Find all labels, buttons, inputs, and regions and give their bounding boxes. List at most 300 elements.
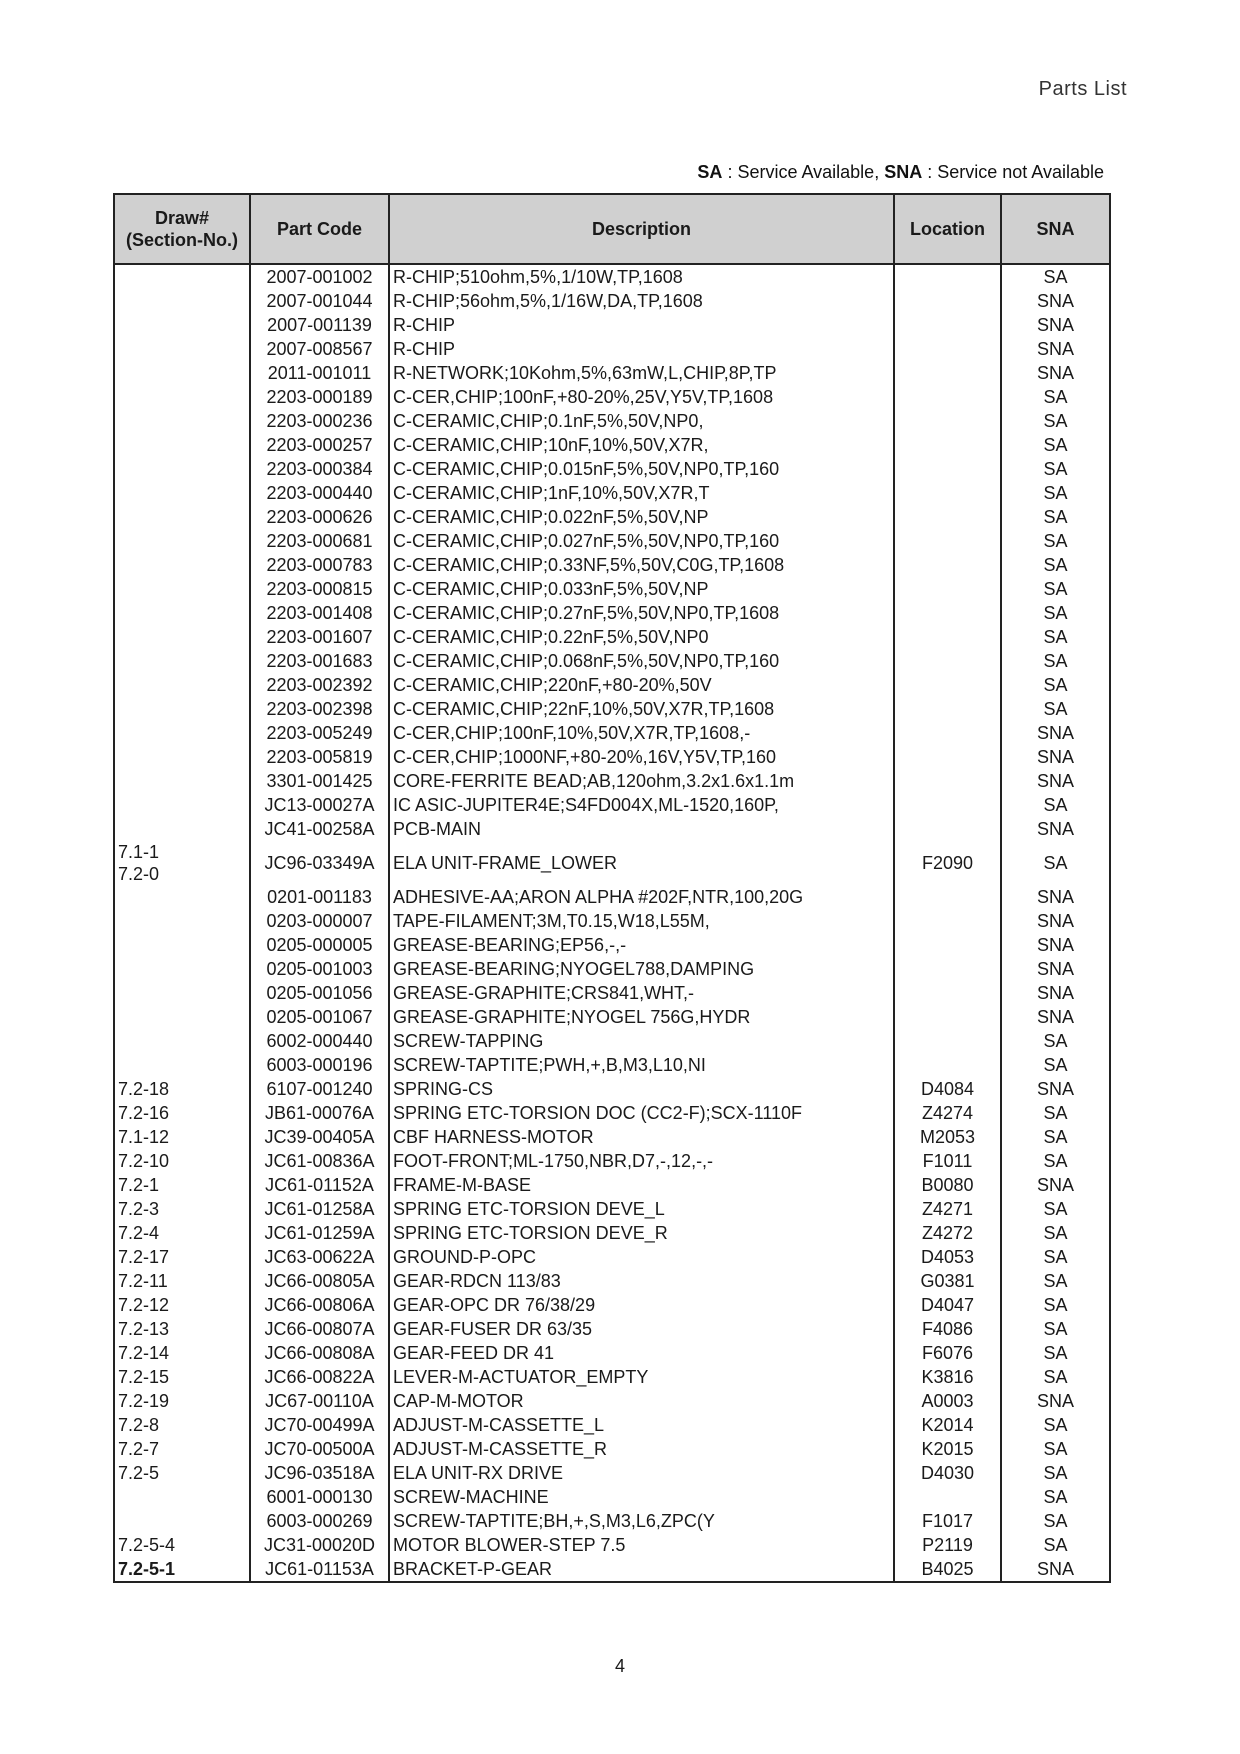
cell-sna-status: SNA [1001, 1005, 1110, 1029]
cell-draw-number: 7.2-17 [114, 1245, 250, 1269]
cell-description: C-CERAMIC,CHIP;0.068nF,5%,50V,NP0,TP,160 [389, 649, 894, 673]
cell-part-code: JC70-00499A [250, 1413, 389, 1437]
cell-sna-status: SA [1001, 1197, 1110, 1221]
cell-part-code: 2203-000384 [250, 457, 389, 481]
cell-location: F2090 [894, 841, 1001, 885]
cell-draw-number [114, 385, 250, 409]
cell-draw-number [114, 1509, 250, 1533]
cell-description: FOOT-FRONT;ML-1750,NBR,D7,-,12,-,- [389, 1149, 894, 1173]
table-row [114, 264, 1110, 289]
cell-draw-number [114, 793, 250, 817]
parts-table [113, 193, 1111, 1583]
cell-part-code: 2203-005249 [250, 721, 389, 745]
cell-draw-number [114, 769, 250, 793]
column-header-description: Description [389, 194, 894, 264]
cell-location [894, 505, 1001, 529]
cell-part-code: 2203-000681 [250, 529, 389, 553]
table-row [114, 1461, 1110, 1485]
cell-location [894, 385, 1001, 409]
cell-description: ELA UNIT-RX DRIVE [389, 1461, 894, 1485]
cell-description: BRACKET-P-GEAR [389, 1557, 894, 1582]
cell-draw-number: 7.2-3 [114, 1197, 250, 1221]
cell-description: SPRING ETC-TORSION DEVE_L [389, 1197, 894, 1221]
cell-draw-number: 7.2-12 [114, 1293, 250, 1317]
legend-sa-text: : Service Available, [722, 162, 885, 182]
cell-part-code: 2203-000257 [250, 433, 389, 457]
cell-description: C-CERAMIC,CHIP;0.022nF,5%,50V,NP [389, 505, 894, 529]
cell-part-code: 2203-000815 [250, 577, 389, 601]
cell-part-code: JC61-01152A [250, 1173, 389, 1197]
cell-location [894, 909, 1001, 933]
table-row [114, 745, 1110, 769]
cell-part-code: 6002-000440 [250, 1029, 389, 1053]
table-row [114, 313, 1110, 337]
cell-description: ADHESIVE-AA;ARON ALPHA #202F,NTR,100,20G [389, 885, 894, 909]
table-row [114, 1221, 1110, 1245]
cell-sna-status: SNA [1001, 745, 1110, 769]
table-row [114, 1389, 1110, 1413]
cell-location [894, 981, 1001, 1005]
cell-location: K2015 [894, 1437, 1001, 1461]
cell-location [894, 601, 1001, 625]
cell-location: M2053 [894, 1125, 1001, 1149]
table-row [114, 1005, 1110, 1029]
cell-part-code: JC96-03349A [250, 841, 389, 885]
cell-sna-status: SA [1001, 481, 1110, 505]
cell-sna-status: SA [1001, 1125, 1110, 1149]
cell-description: C-CERAMIC,CHIP;0.33NF,5%,50V,C0G,TP,1608 [389, 553, 894, 577]
cell-location [894, 745, 1001, 769]
cell-sna-status: SNA [1001, 957, 1110, 981]
table-row [114, 1341, 1110, 1365]
cell-draw-number [114, 673, 250, 697]
cell-description: C-CERAMIC,CHIP;10nF,10%,50V,X7R, [389, 433, 894, 457]
cell-sna-status: SA [1001, 505, 1110, 529]
table-row [114, 1413, 1110, 1437]
cell-part-code: 2203-002398 [250, 697, 389, 721]
cell-part-code: JC66-00805A [250, 1269, 389, 1293]
cell-part-code: JC63-00622A [250, 1245, 389, 1269]
cell-sna-status: SNA [1001, 1077, 1110, 1101]
cell-sna-status: SA [1001, 409, 1110, 433]
cell-location: F1011 [894, 1149, 1001, 1173]
cell-part-code: 2007-001044 [250, 289, 389, 313]
cell-location [894, 577, 1001, 601]
cell-draw-number [114, 601, 250, 625]
cell-draw-number [114, 505, 250, 529]
cell-draw-number: 7.2-18 [114, 1077, 250, 1101]
table-row [114, 1293, 1110, 1317]
cell-location [894, 409, 1001, 433]
cell-description: C-CERAMIC,CHIP;220nF,+80-20%,50V [389, 673, 894, 697]
cell-location [894, 649, 1001, 673]
cell-location [894, 957, 1001, 981]
cell-sna-status: SA [1001, 1053, 1110, 1077]
cell-part-code: 2203-000236 [250, 409, 389, 433]
column-header-draw [114, 194, 250, 264]
table-row [114, 553, 1110, 577]
cell-location [894, 433, 1001, 457]
cell-description: MOTOR BLOWER-STEP 7.5 [389, 1533, 894, 1557]
cell-location [894, 721, 1001, 745]
cell-draw-number [114, 817, 250, 841]
cell-part-code: JC61-01258A [250, 1197, 389, 1221]
cell-location [894, 697, 1001, 721]
cell-sna-status: SNA [1001, 909, 1110, 933]
cell-draw-number [114, 577, 250, 601]
cell-location: Z4274 [894, 1101, 1001, 1125]
cell-part-code: 2011-001011 [250, 361, 389, 385]
table-row [114, 769, 1110, 793]
cell-sna-status: SA [1001, 1317, 1110, 1341]
column-header-location: Location [894, 194, 1001, 264]
cell-location [894, 457, 1001, 481]
table-row [114, 933, 1110, 957]
cell-draw-number [114, 361, 250, 385]
cell-part-code: 2203-001607 [250, 625, 389, 649]
cell-draw-number [114, 553, 250, 577]
cell-draw-number [114, 649, 250, 673]
cell-sna-status: SA [1001, 1461, 1110, 1485]
cell-description: GEAR-FEED DR 41 [389, 1341, 894, 1365]
cell-description: C-CERAMIC,CHIP;0.027nF,5%,50V,NP0,TP,160 [389, 529, 894, 553]
cell-sna-status: SA [1001, 1437, 1110, 1461]
cell-part-code: 2203-001683 [250, 649, 389, 673]
cell-description: GREASE-GRAPHITE;CRS841,WHT,- [389, 981, 894, 1005]
cell-sna-status: SNA [1001, 933, 1110, 957]
cell-sna-status: SA [1001, 793, 1110, 817]
cell-part-code: JB61-00076A [250, 1101, 389, 1125]
cell-sna-status: SA [1001, 649, 1110, 673]
cell-location: F6076 [894, 1341, 1001, 1365]
cell-location [894, 1053, 1001, 1077]
cell-part-code: JC39-00405A [250, 1125, 389, 1149]
cell-draw-number [114, 1005, 250, 1029]
cell-location [894, 529, 1001, 553]
cell-part-code: 0205-001067 [250, 1005, 389, 1029]
table-row [114, 1077, 1110, 1101]
cell-draw-number [114, 457, 250, 481]
cell-description: GREASE-BEARING;EP56,-,- [389, 933, 894, 957]
cell-draw-number [114, 264, 250, 289]
cell-sna-status: SA [1001, 1221, 1110, 1245]
cell-part-code: 2203-000626 [250, 505, 389, 529]
table-row [114, 625, 1110, 649]
cell-sna-status: SA [1001, 1149, 1110, 1173]
cell-description: CORE-FERRITE BEAD;AB,120ohm,3.2x1.6x1.1m [389, 769, 894, 793]
cell-part-code: 0205-001056 [250, 981, 389, 1005]
cell-draw-number [114, 841, 250, 885]
table-row [114, 385, 1110, 409]
cell-description: SCREW-TAPTITE;PWH,+,B,M3,L10,NI [389, 1053, 894, 1077]
cell-sna-status: SA [1001, 697, 1110, 721]
cell-location [894, 313, 1001, 337]
cell-location: Z4271 [894, 1197, 1001, 1221]
cell-location [894, 1005, 1001, 1029]
cell-description: GEAR-FUSER DR 63/35 [389, 1317, 894, 1341]
cell-description: R-CHIP [389, 313, 894, 337]
cell-sna-status: SA [1001, 553, 1110, 577]
cell-location: D4047 [894, 1293, 1001, 1317]
cell-part-code: JC96-03518A [250, 1461, 389, 1485]
cell-draw-number [114, 885, 250, 909]
cell-draw-number: 7.2-14 [114, 1341, 250, 1365]
cell-part-code: 2203-001408 [250, 601, 389, 625]
cell-sna-status: SNA [1001, 313, 1110, 337]
cell-part-code: JC41-00258A [250, 817, 389, 841]
cell-sna-status: SA [1001, 1341, 1110, 1365]
cell-sna-status: SNA [1001, 721, 1110, 745]
column-header-part-code: Part Code [250, 194, 389, 264]
cell-sna-status: SA [1001, 529, 1110, 553]
cell-description: SPRING ETC-TORSION DEVE_R [389, 1221, 894, 1245]
cell-draw-number [114, 933, 250, 957]
cell-draw-number-line2: 7.2-0 [118, 864, 160, 884]
cell-draw-number: 7.2-10 [114, 1149, 250, 1173]
cell-location [894, 289, 1001, 313]
cell-sna-status: SNA [1001, 769, 1110, 793]
cell-location: B0080 [894, 1173, 1001, 1197]
table-row [114, 481, 1110, 505]
cell-draw-number [114, 957, 250, 981]
cell-description: C-CERAMIC,CHIP;0.22nF,5%,50V,NP0 [389, 625, 894, 649]
cell-location [894, 337, 1001, 361]
cell-description: CAP-M-MOTOR [389, 1389, 894, 1413]
cell-description: GEAR-RDCN 113/83 [389, 1269, 894, 1293]
cell-location: D4030 [894, 1461, 1001, 1485]
cell-sna-status: SA [1001, 1245, 1110, 1269]
cell-part-code: JC61-01153A [250, 1557, 389, 1582]
cell-location [894, 933, 1001, 957]
table-row [114, 1173, 1110, 1197]
table-row [114, 817, 1110, 841]
cell-draw-number: 7.2-5-1 [114, 1557, 250, 1582]
cell-sna-status: SA [1001, 577, 1110, 601]
table-row [114, 649, 1110, 673]
cell-sna-status: SNA [1001, 981, 1110, 1005]
cell-part-code: JC61-01259A [250, 1221, 389, 1245]
cell-draw-number [114, 625, 250, 649]
cell-sna-status: SNA [1001, 1173, 1110, 1197]
table-row [114, 577, 1110, 601]
cell-draw-number [114, 433, 250, 457]
cell-draw-number: 7.2-5 [114, 1461, 250, 1485]
cell-description: C-CERAMIC,CHIP;0.27nF,5%,50V,NP0,TP,1608 [389, 601, 894, 625]
cell-draw-number: 7.2-15 [114, 1365, 250, 1389]
page-number: 4 [614, 1656, 625, 1676]
cell-draw-number [114, 289, 250, 313]
cell-part-code: 2203-002392 [250, 673, 389, 697]
cell-part-code: 2203-000189 [250, 385, 389, 409]
cell-sna-status: SA [1001, 264, 1110, 289]
cell-draw-number [114, 1029, 250, 1053]
cell-part-code: 2203-000440 [250, 481, 389, 505]
table-row [114, 1485, 1110, 1509]
cell-description: C-CER,CHIP;100nF,10%,50V,X7R,TP,1608,- [389, 721, 894, 745]
cell-part-code: 0201-001183 [250, 885, 389, 909]
cell-location [894, 553, 1001, 577]
cell-sna-status: SNA [1001, 361, 1110, 385]
table-row [114, 1125, 1110, 1149]
table-row [114, 721, 1110, 745]
cell-location: Z4272 [894, 1221, 1001, 1245]
table-row [114, 289, 1110, 313]
cell-sna-status: SA [1001, 457, 1110, 481]
cell-description: R-CHIP;56ohm,5%,1/16W,DA,TP,1608 [389, 289, 894, 313]
cell-location [894, 1029, 1001, 1053]
table-row [114, 505, 1110, 529]
cell-location: F1017 [894, 1509, 1001, 1533]
cell-sna-status: SA [1001, 385, 1110, 409]
table-row [114, 337, 1110, 361]
legend-sna-code: SNA [884, 162, 923, 182]
cell-draw-number: 7.2-4 [114, 1221, 250, 1245]
cell-sna-status: SA [1001, 673, 1110, 697]
cell-part-code: 0205-000005 [250, 933, 389, 957]
table-row [114, 1437, 1110, 1461]
cell-draw-number [114, 313, 250, 337]
cell-part-code: JC66-00808A [250, 1341, 389, 1365]
cell-part-code: JC61-00836A [250, 1149, 389, 1173]
table-row [114, 433, 1110, 457]
table-row [114, 909, 1110, 933]
table-row [114, 981, 1110, 1005]
cell-draw-number [114, 981, 250, 1005]
table-row [114, 1317, 1110, 1341]
cell-draw-number [114, 1485, 250, 1509]
cell-part-code: 0203-000007 [250, 909, 389, 933]
cell-part-code: 2007-001002 [250, 264, 389, 289]
column-header-draw-line2: (Section-No.) [126, 230, 238, 250]
table-row [114, 697, 1110, 721]
cell-location: K3816 [894, 1365, 1001, 1389]
cell-description: SPRING-CS [389, 1077, 894, 1101]
table-row [114, 793, 1110, 817]
legend-sa-code: SA [697, 162, 723, 182]
cell-sna-status: SA [1001, 1293, 1110, 1317]
cell-draw-number: 7.2-11 [114, 1269, 250, 1293]
cell-location: G0381 [894, 1269, 1001, 1293]
cell-description: C-CERAMIC,CHIP;0.033nF,5%,50V,NP [389, 577, 894, 601]
cell-sna-status: SA [1001, 1485, 1110, 1509]
cell-part-code: 0205-001003 [250, 957, 389, 981]
cell-description: ADJUST-M-CASSETTE_L [389, 1413, 894, 1437]
cell-location: A0003 [894, 1389, 1001, 1413]
cell-description: GROUND-P-OPC [389, 1245, 894, 1269]
cell-part-code: JC70-00500A [250, 1437, 389, 1461]
cell-sna-status: SNA [1001, 885, 1110, 909]
cell-part-code: JC67-00110A [250, 1389, 389, 1413]
cell-draw-number-line1: 7.1-1 [118, 842, 160, 862]
cell-description: C-CER,CHIP;1000NF,+80-20%,16V,Y5V,TP,160 [389, 745, 894, 769]
cell-draw-number [114, 697, 250, 721]
table-row [114, 409, 1110, 433]
table-row [114, 1557, 1110, 1582]
cell-part-code: JC66-00822A [250, 1365, 389, 1389]
cell-part-code: 6001-000130 [250, 1485, 389, 1509]
cell-draw-number: 7.2-19 [114, 1389, 250, 1413]
cell-location [894, 769, 1001, 793]
cell-draw-number: 7.2-16 [114, 1101, 250, 1125]
cell-description: R-NETWORK;10Kohm,5%,63mW,L,CHIP,8P,TP [389, 361, 894, 385]
table-row [114, 1029, 1110, 1053]
cell-part-code: 2203-000783 [250, 553, 389, 577]
cell-part-code: 2007-001139 [250, 313, 389, 337]
cell-sna-status: SNA [1001, 1389, 1110, 1413]
cell-location [894, 1485, 1001, 1509]
table-row [114, 457, 1110, 481]
column-header-draw-line1: Draw# [154, 208, 210, 228]
cell-sna-status: SNA [1001, 817, 1110, 841]
cell-description: C-CERAMIC,CHIP;1nF,10%,50V,X7R,T [389, 481, 894, 505]
cell-part-code: 2203-005819 [250, 745, 389, 769]
cell-description: SCREW-TAPPING [389, 1029, 894, 1053]
cell-description: SPRING ETC-TORSION DOC (CC2-F);SCX-1110F [389, 1101, 894, 1125]
cell-description: GREASE-GRAPHITE;NYOGEL 756G,HYDR [389, 1005, 894, 1029]
cell-description: C-CER,CHIP;100nF,+80-20%,25V,Y5V,TP,1608 [389, 385, 894, 409]
cell-location: D4053 [894, 1245, 1001, 1269]
cell-part-code: 6003-000196 [250, 1053, 389, 1077]
cell-part-code: 3301-001425 [250, 769, 389, 793]
cell-sna-status: SA [1001, 841, 1110, 885]
service-legend [697, 162, 1104, 183]
cell-location: F4086 [894, 1317, 1001, 1341]
cell-part-code: 2007-008567 [250, 337, 389, 361]
cell-location [894, 625, 1001, 649]
cell-description: ADJUST-M-CASSETTE_R [389, 1437, 894, 1461]
cell-sna-status: SA [1001, 601, 1110, 625]
cell-location [894, 817, 1001, 841]
cell-draw-number: 7.2-8 [114, 1413, 250, 1437]
table-row [114, 361, 1110, 385]
cell-draw-number [114, 909, 250, 933]
cell-sna-status: SA [1001, 433, 1110, 457]
table-row [114, 1197, 1110, 1221]
table-row [114, 1509, 1110, 1533]
cell-draw-number [114, 745, 250, 769]
cell-description: R-CHIP;510ohm,5%,1/10W,TP,1608 [389, 264, 894, 289]
cell-sna-status: SA [1001, 1269, 1110, 1293]
table-row [114, 1365, 1110, 1389]
cell-sna-status: SA [1001, 1029, 1110, 1053]
cell-sna-status: SA [1001, 1365, 1110, 1389]
cell-draw-number [114, 481, 250, 505]
cell-draw-number: 7.2-13 [114, 1317, 250, 1341]
cell-sna-status: SA [1001, 1533, 1110, 1557]
table-row [114, 1101, 1110, 1125]
cell-description: FRAME-M-BASE [389, 1173, 894, 1197]
cell-sna-status: SA [1001, 625, 1110, 649]
cell-part-code: JC31-00020D [250, 1533, 389, 1557]
table-header-row [114, 194, 1110, 264]
cell-draw-number: 7.2-1 [114, 1173, 250, 1197]
cell-description: TAPE-FILAMENT;3M,T0.15,W18,L55M, [389, 909, 894, 933]
cell-description: SCREW-TAPTITE;BH,+,S,M3,L6,ZPC(Y [389, 1509, 894, 1533]
table-row [114, 1245, 1110, 1269]
table-row [114, 885, 1110, 909]
table-row [114, 841, 1110, 885]
cell-location: P2119 [894, 1533, 1001, 1557]
cell-draw-number: 7.2-7 [114, 1437, 250, 1461]
cell-sna-status: SA [1001, 1413, 1110, 1437]
cell-part-code: JC66-00806A [250, 1293, 389, 1317]
cell-draw-number [114, 337, 250, 361]
cell-description: C-CERAMIC,CHIP;0.1nF,5%,50V,NP0, [389, 409, 894, 433]
table-row [114, 1533, 1110, 1557]
cell-draw-number [114, 529, 250, 553]
table-row [114, 529, 1110, 553]
table-row [114, 601, 1110, 625]
